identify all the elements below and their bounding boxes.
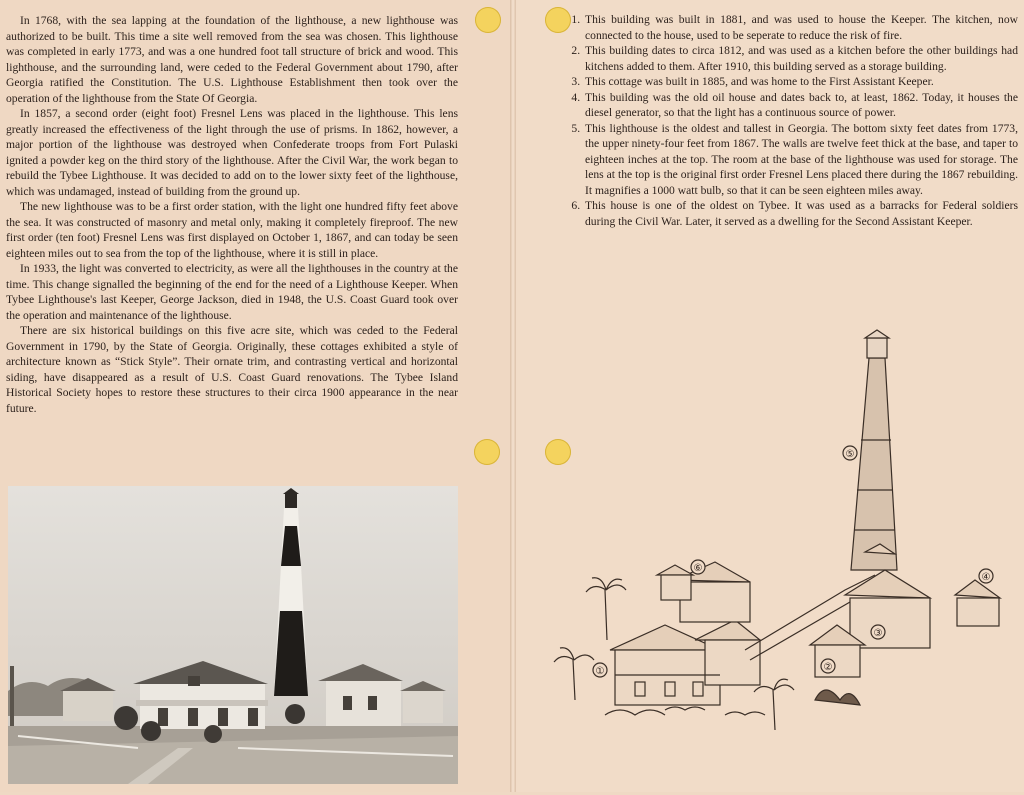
paragraph: In 1933, the light was converted to electricity, as were all the lighthouses in the country at the time. This change signalled the beginning of the end for the need of a Lighthouse Keeper. When Tybee Lighthouse's last Keeper, George Jackson, died in 1948, the U.S. Coast Guard took over the operation and maintenance of the lighthouse. xyxy=(6,262,458,322)
list-item: 5. This lighthouse is the oldest and tallest in Georgia. The bottom sixty feet dates from 1773, the upper ninety-four feet from 1867. The walls are twelve feet thick at the base, and taper to eighteen inches at the top. The room at the base of the lighthouse was used for storage. The lens at the top is the original first order Fresnel Lens placed there during the 1867 rebuilding. It magnifies a 1000 watt bulb, so that it can be seen eighteen miles away. xyxy=(583,121,1018,199)
map-label-6: ⑥ xyxy=(693,563,703,574)
list-item: 1. This building was built in 1881, and was used to house the Keeper. The kitchen, now connected to the house, used to be seperate to reduce the risk of fire. xyxy=(583,12,1018,43)
list-item: 4. This building was the old oil house and dates back to, at least, 1862. Today, it houses the diesel generator, so that the light has a continuous source of power. xyxy=(583,90,1018,121)
list-item: 3. This cottage was built in 1885, and was home to the First Assistant Keeper. xyxy=(583,74,1018,90)
site-sketch-image xyxy=(545,320,1020,790)
map-label-1: ① xyxy=(595,666,605,677)
map-label-3: ③ xyxy=(873,628,883,639)
map-label-4: ④ xyxy=(981,572,991,583)
building-list xyxy=(555,12,1018,229)
lighthouse-photo xyxy=(8,486,458,784)
punch-hole-top-left xyxy=(475,7,501,33)
map-label-2: ② xyxy=(823,662,833,673)
history-text xyxy=(6,13,458,416)
paragraph: The new lighthouse was to be a first order station, with the light one hundred fifty feet above the sea. It was constructed of masonry and metal only, making it completely fireproof. The new first order (ten foot) Fresnel Lens was first displayed on October 1, 1867, and can today be seen eighteen miles out to sea from the top of the lighthouse, where it is still in place. xyxy=(6,200,458,260)
paragraph: In 1768, with the sea lapping at the foundation of the lighthouse, a new lighthouse was authorized to be built. This time a site well removed from the sea was chosen. This lighthouse was completed in early 1773, and was a one hundred foot tall structure of brick and wood. This lighthouse, and the surrounding land, were ceded to the Federal Government about 1790, after Georgia ratified the Constitution. The U.S. Lighthouse Establishment then took over the operation of the lighthouse from the State Of Georgia. xyxy=(6,14,458,105)
paragraph: There are six historical buildings on this five acre site, which was ceded to the Federal Government in 1790, by the State of Georgia. Originally, these cottages exhibited a style of architecture known as “Stick Style”. Their ornate trim, and contrasting vertical and horizontal siding, have disappeared as a result of U.S. Coast Guard renovations. The Tybee Island Historical Society hopes to restore these structures to their circa 1900 appearance in the near future. xyxy=(6,324,458,415)
paragraph: In 1857, a second order (eight foot) Fresnel Lens was placed in the lighthouse. This lens greatly increased the effectiveness of the light through the use of prisms. In 1862, however, a major portion of the lighthouse was destroyed when Confederate troops from Fort Pulaski ignited a powder keg on the third story of the lighthouse. After the Civil War, the work began to rebuild the Tybee Lighthouse. It was decided to add on to the lower sixty feet of the lighthouse, which was undamaged, instead of building from the ground up. xyxy=(6,107,458,198)
site-sketch xyxy=(545,320,1020,790)
map-label-5: ⑤ xyxy=(845,449,855,460)
lighthouse-photo-image xyxy=(8,486,458,784)
list-item: 6. This house is one of the oldest on Tybee. It was used as a barracks for Federal soldiers during the Civil War. Later, it served as a dwelling for the Second Assistant Keeper. xyxy=(583,198,1018,229)
list-item: 2. This building dates to circa 1812, and was used as a kitchen before the other buildings had kitchens added to them. After 1910, this building served as a storage building. xyxy=(583,43,1018,74)
page-fold xyxy=(510,0,516,792)
building-descriptions xyxy=(555,12,1018,229)
punch-hole-middle-left xyxy=(474,439,500,465)
